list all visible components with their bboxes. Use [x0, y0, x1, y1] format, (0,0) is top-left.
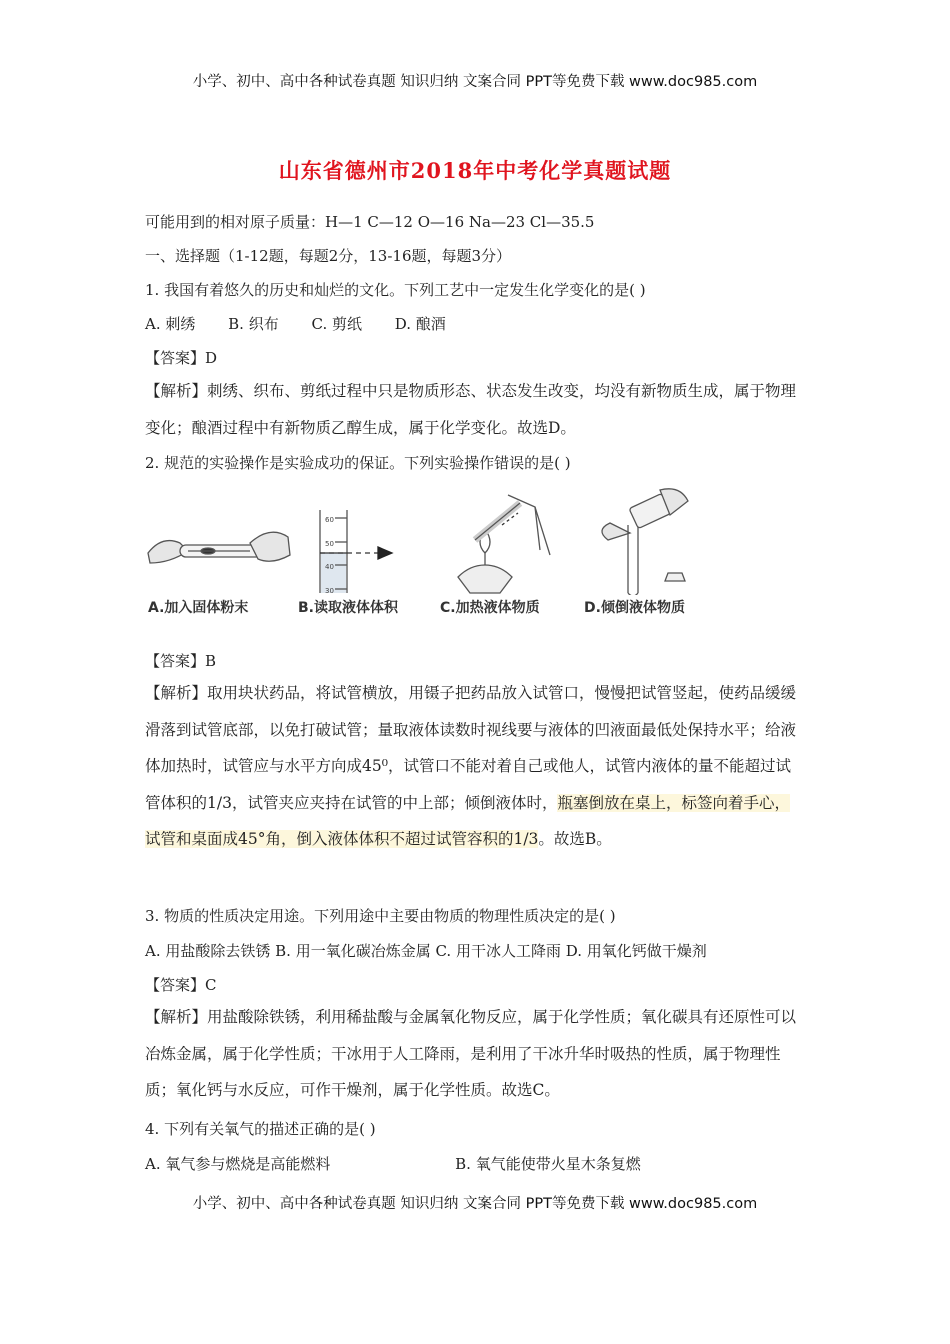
q4-stem: 4. 下列有关氧气的描述正确的是( ): [145, 1120, 376, 1138]
atomic-mass-line: 可能用到的相对原子质量：H—1 C—12 O—16 Na—23 Cl—35.5: [145, 213, 595, 231]
q4-options: [145, 1153, 669, 1174]
q2-lab-figure: [140, 485, 720, 630]
q3-analysis: 【解析】用盐酸除铁锈，利用稀盐酸与金属氧化物反应，属于化学性质；氧化碳具有还原性可以冶炼金属，属于化学性质；干冰用于人工降雨，是利用了干冰升华时吸热的性质，属于物理性质；氧化钙与水反应，可作干燥剂，属于化学性质。故选C。: [145, 1008, 797, 1099]
q2-stem: 2. 规范的实验操作是实验成功的保证。下列实验操作错误的是( ): [145, 454, 571, 472]
figure-c-icon: [458, 495, 550, 593]
q1-analysis: 【解析】刺绣、织布、剪纸过程中只是物质形态、状态发生改变，均没有新物质生成，属于物理变化；酿酒过程中有新物质乙醇生成，属于化学变化。故选D。: [145, 382, 797, 437]
scale-tick-60: 60: [325, 516, 334, 524]
figure-c-caption: C.加热液体物质: [440, 600, 540, 616]
q1-option-b: B. 织布: [228, 315, 279, 333]
scale-tick-50: 50: [325, 540, 334, 548]
q2-answer: 【答案】B: [145, 652, 217, 670]
q4-option-a: A. 氧气参与燃烧是高能燃料: [145, 1155, 331, 1173]
q2-analysis-text: 【解析】取用块状药品，将试管横放，用镊子把药品放入试管口，慢慢把试管竖起，使药品缓缓滑落到试管底部，以免打破试管；量取液体读数时视线要与液体的凹液面最低处保持水平；给液体加热时，试管应与水平方向成45⁰，试管口不能对着自己或他人，试管内液体的量不能超过试管体积的1/3，试管夹应夹持在试管的中上部；倾倒液体时，: [145, 684, 797, 812]
scale-tick-30: 30: [325, 587, 334, 595]
page-footer: 小学、初中、高中各种试卷真题 知识归纳 文案合同 PPT等免费下载 www.doc985.com: [192, 1196, 758, 1212]
q2-analysis: [145, 675, 805, 858]
page-title: 山东省德州市2018年中考化学真题试题: [278, 158, 672, 183]
lab-operations-illustration: [140, 485, 720, 595]
figure-a-caption: A.加入固体粉末: [148, 600, 249, 616]
scale-tick-40: 40: [325, 563, 334, 571]
q1-option-d: D. 酿酒: [394, 315, 446, 333]
q1-options: [145, 313, 474, 334]
q4-option-b: B. 氧气能使带火星木条复燃: [455, 1155, 641, 1173]
q2-analysis-highlight: 瓶塞倒放在桌上，标签向着手心，试管和桌面成45°角，倒入液体体积不超过试管容积的1/3: [145, 793, 790, 848]
figure-d-icon: [602, 489, 688, 595]
section-heading: 一、选择题（1-12题，每题2分，13-16题，每题3分）: [145, 247, 512, 265]
q3-stem: 3. 物质的性质决定用途。下列用途中主要由物质的物理性质决定的是( ): [145, 907, 616, 925]
q3-options: A. 用盐酸除去铁锈 B. 用一氧化碳冶炼金属 C. 用干冰人工降雨 D. 用氧化钙做干燥剂: [145, 942, 707, 960]
q1-option-a: A. 刺绣: [145, 315, 196, 333]
q2-analysis-end: 。故选B。: [538, 830, 612, 848]
figure-d-caption: D.倾倒液体物质: [584, 600, 685, 616]
q1-stem: 1. 我国有着悠久的历史和灿烂的文化。下列工艺中一定发生化学变化的是( ): [145, 281, 646, 299]
q1-option-c: C. 剪纸: [311, 315, 362, 333]
page-header: 小学、初中、高中各种试卷真题 知识归纳 文案合同 PPT等免费下载 www.doc985.com: [192, 74, 758, 90]
figure-b-caption: B.读取液体体积: [298, 600, 398, 616]
figure-a-icon: [148, 532, 290, 563]
q1-answer: 【答案】D: [145, 349, 218, 367]
q3-answer: 【答案】C: [145, 976, 217, 994]
